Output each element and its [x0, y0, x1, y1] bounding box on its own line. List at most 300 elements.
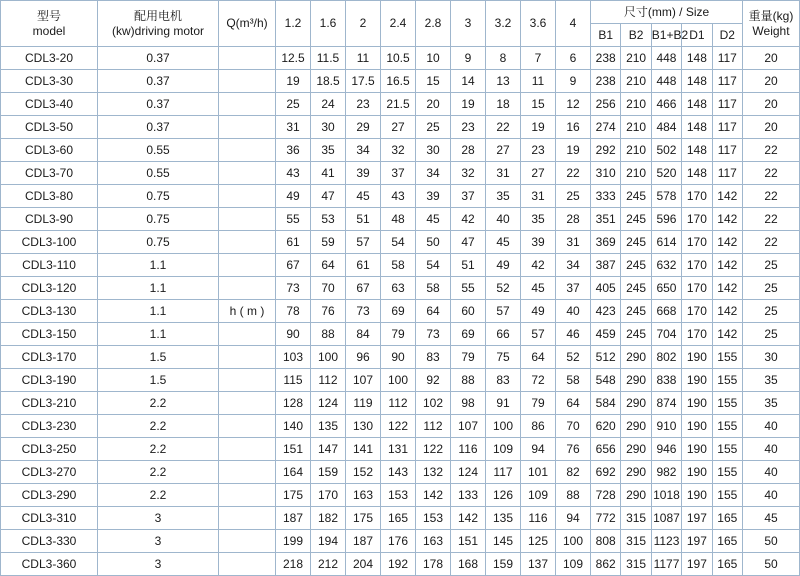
cell-size-value: 874 — [651, 392, 681, 415]
cell-size-value: 197 — [682, 507, 712, 530]
cell-head-value: 27 — [521, 162, 556, 185]
cell-size-value: 245 — [621, 300, 651, 323]
cell-model: CDL3-30 — [1, 70, 98, 93]
cell-head-value: 119 — [346, 392, 381, 415]
cell-size-value: 584 — [591, 392, 621, 415]
cell-size-value: 1123 — [651, 530, 681, 553]
cell-head-value: 128 — [276, 392, 311, 415]
cell-head-value: 51 — [346, 208, 381, 231]
cell-head-value: 41 — [311, 162, 346, 185]
cell-model: CDL3-70 — [1, 162, 98, 185]
cell-weight: 35 — [743, 392, 800, 415]
cell-head-value: 36 — [276, 139, 311, 162]
cell-head-value: 112 — [311, 369, 346, 392]
header-flow-8: 3.6 — [521, 1, 556, 47]
cell-head-value: 32 — [451, 162, 486, 185]
cell-head-value: 73 — [346, 300, 381, 323]
table-row — [1, 139, 800, 162]
cell-size-value: 448 — [651, 47, 681, 70]
header-size-group: 尺寸(mm) / Size — [591, 1, 743, 24]
cell-head-value: 57 — [521, 323, 556, 346]
cell-head-value: 19 — [276, 70, 311, 93]
cell-head-value: 103 — [276, 346, 311, 369]
cell-size-value: 333 — [591, 185, 621, 208]
cell-head-value: 7 — [521, 47, 556, 70]
cell-head-value: 100 — [556, 530, 591, 553]
cell-head-value: 140 — [276, 415, 311, 438]
cell-head-value: 151 — [276, 438, 311, 461]
cell-head-value: 59 — [311, 231, 346, 254]
cell-size-value: 165 — [712, 553, 742, 576]
cell-head-value: 55 — [451, 277, 486, 300]
header-flow-unit: Q(m³/h) — [219, 1, 276, 47]
cell-head-value: 30 — [311, 116, 346, 139]
cell-head-value: 142 — [416, 484, 451, 507]
header-flow-5: 2.8 — [416, 1, 451, 47]
cell-model: CDL3-360 — [1, 553, 98, 576]
cell-size-value: 520 — [651, 162, 681, 185]
cell-head-value: 91 — [486, 392, 521, 415]
cell-size-value: 315 — [621, 553, 651, 576]
header-flow-3: 2 — [346, 1, 381, 47]
cell-head-value: 37 — [451, 185, 486, 208]
cell-head-value: 199 — [276, 530, 311, 553]
cell-size-value: 190 — [682, 415, 712, 438]
cell-size-value: 369 — [591, 231, 621, 254]
cell-head-value: 55 — [276, 208, 311, 231]
cell-size-value: 290 — [621, 346, 651, 369]
table-row — [1, 553, 800, 576]
cell-weight: 30 — [743, 346, 800, 369]
cell-size-value: 692 — [591, 461, 621, 484]
cell-size-value: 170 — [682, 231, 712, 254]
cell-head-value: 45 — [521, 277, 556, 300]
table-row — [1, 47, 800, 70]
cell-head-value: 135 — [311, 415, 346, 438]
cell-head-unit-label — [219, 507, 276, 530]
header-motor-en: (kw)driving motor — [111, 23, 204, 38]
cell-size-value: 704 — [651, 323, 681, 346]
cell-head-value: 10 — [416, 47, 451, 70]
cell-head-value: 83 — [486, 369, 521, 392]
cell-motor-power: 2.2 — [98, 438, 219, 461]
cell-head-value: 159 — [486, 553, 521, 576]
cell-size-value: 165 — [712, 530, 742, 553]
cell-motor-power: 0.75 — [98, 185, 219, 208]
cell-size-value: 155 — [712, 392, 742, 415]
cell-head-value: 25 — [556, 185, 591, 208]
cell-head-value: 34 — [346, 139, 381, 162]
cell-head-value: 42 — [451, 208, 486, 231]
cell-weight: 20 — [743, 116, 800, 139]
cell-head-value: 29 — [346, 116, 381, 139]
cell-head-value: 79 — [451, 346, 486, 369]
cell-head-value: 49 — [276, 185, 311, 208]
cell-size-value: 117 — [712, 162, 742, 185]
cell-head-value: 23 — [451, 116, 486, 139]
table-header — [1, 1, 800, 47]
cell-head-value: 218 — [276, 553, 311, 576]
cell-head-value: 70 — [311, 277, 346, 300]
cell-head-value: 39 — [346, 162, 381, 185]
cell-head-value: 67 — [276, 254, 311, 277]
cell-head-value: 75 — [486, 346, 521, 369]
header-row-main — [1, 1, 800, 24]
cell-size-value: 1018 — [651, 484, 681, 507]
cell-head-value: 168 — [451, 553, 486, 576]
cell-head-unit-label — [219, 254, 276, 277]
cell-model: CDL3-50 — [1, 116, 98, 139]
cell-head-value: 57 — [486, 300, 521, 323]
cell-size-value: 197 — [682, 530, 712, 553]
cell-head-value: 11.5 — [311, 47, 346, 70]
cell-head-value: 178 — [416, 553, 451, 576]
cell-size-value: 668 — [651, 300, 681, 323]
cell-size-value: 387 — [591, 254, 621, 277]
cell-head-value: 133 — [451, 484, 486, 507]
cell-size-value: 148 — [682, 47, 712, 70]
cell-head-value: 28 — [451, 139, 486, 162]
cell-size-value: 423 — [591, 300, 621, 323]
cell-head-value: 47 — [311, 185, 346, 208]
cell-size-value: 148 — [682, 93, 712, 116]
cell-size-value: 548 — [591, 369, 621, 392]
header-flow-7: 3.2 — [486, 1, 521, 47]
cell-size-value: 190 — [682, 484, 712, 507]
cell-head-value: 73 — [416, 323, 451, 346]
cell-head-value: 40 — [486, 208, 521, 231]
cell-head-value: 47 — [451, 231, 486, 254]
table-row — [1, 507, 800, 530]
cell-head-unit-label — [219, 93, 276, 116]
cell-size-value: 614 — [651, 231, 681, 254]
cell-head-unit-label — [219, 530, 276, 553]
cell-head-value: 39 — [521, 231, 556, 254]
cell-head-value: 22 — [486, 116, 521, 139]
cell-head-value: 52 — [556, 346, 591, 369]
cell-size-value: 117 — [712, 93, 742, 116]
cell-weight: 25 — [743, 300, 800, 323]
cell-head-value: 115 — [276, 369, 311, 392]
cell-head-value: 143 — [381, 461, 416, 484]
cell-motor-power: 3 — [98, 507, 219, 530]
cell-head-unit-label — [219, 139, 276, 162]
cell-head-value: 32 — [381, 139, 416, 162]
cell-head-value: 112 — [416, 415, 451, 438]
cell-head-value: 107 — [346, 369, 381, 392]
cell-head-value: 27 — [486, 139, 521, 162]
cell-head-unit-label — [219, 415, 276, 438]
cell-size-value: 148 — [682, 70, 712, 93]
cell-size-value: 190 — [682, 346, 712, 369]
cell-size-value: 155 — [712, 415, 742, 438]
cell-head-value: 100 — [486, 415, 521, 438]
cell-head-value: 94 — [521, 438, 556, 461]
cell-head-unit-label — [219, 208, 276, 231]
cell-size-value: 155 — [712, 461, 742, 484]
cell-head-value: 61 — [346, 254, 381, 277]
cell-head-unit-label — [219, 277, 276, 300]
cell-weight: 50 — [743, 530, 800, 553]
cell-head-value: 16.5 — [381, 70, 416, 93]
cell-motor-power: 0.37 — [98, 116, 219, 139]
cell-head-value: 53 — [311, 208, 346, 231]
cell-head-value: 6 — [556, 47, 591, 70]
cell-size-value: 459 — [591, 323, 621, 346]
cell-head-value: 39 — [416, 185, 451, 208]
cell-size-value: 862 — [591, 553, 621, 576]
cell-head-value: 54 — [381, 231, 416, 254]
cell-model: CDL3-110 — [1, 254, 98, 277]
cell-weight: 40 — [743, 415, 800, 438]
cell-weight: 40 — [743, 461, 800, 484]
cell-size-value: 238 — [591, 70, 621, 93]
cell-weight: 50 — [743, 553, 800, 576]
cell-head-value: 66 — [486, 323, 521, 346]
cell-weight: 22 — [743, 208, 800, 231]
cell-size-value: 1087 — [651, 507, 681, 530]
cell-motor-power: 1.1 — [98, 277, 219, 300]
table-row — [1, 162, 800, 185]
cell-head-value: 90 — [381, 346, 416, 369]
cell-head-value: 45 — [486, 231, 521, 254]
cell-head-value: 153 — [381, 484, 416, 507]
cell-size-value: 148 — [682, 162, 712, 185]
cell-head-unit-label — [219, 185, 276, 208]
cell-head-value: 212 — [311, 553, 346, 576]
cell-head-value: 63 — [381, 277, 416, 300]
cell-head-value: 49 — [486, 254, 521, 277]
cell-size-value: 650 — [651, 277, 681, 300]
cell-head-value: 10.5 — [381, 47, 416, 70]
cell-size-value: 315 — [621, 530, 651, 553]
cell-motor-power: 3 — [98, 530, 219, 553]
table-row — [1, 369, 800, 392]
cell-size-value: 210 — [621, 70, 651, 93]
table-row — [1, 116, 800, 139]
cell-head-value: 18.5 — [311, 70, 346, 93]
cell-head-value: 117 — [486, 461, 521, 484]
cell-head-value: 96 — [346, 346, 381, 369]
cell-head-value: 21.5 — [381, 93, 416, 116]
cell-size-value: 155 — [712, 346, 742, 369]
cell-size-value: 808 — [591, 530, 621, 553]
cell-model: CDL3-190 — [1, 369, 98, 392]
header-motor — [98, 1, 219, 47]
cell-model: CDL3-60 — [1, 139, 98, 162]
cell-size-value: 148 — [682, 116, 712, 139]
cell-head-value: 19 — [451, 93, 486, 116]
cell-head-value: 13 — [486, 70, 521, 93]
cell-head-value: 76 — [311, 300, 346, 323]
cell-head-value: 145 — [486, 530, 521, 553]
table-row — [1, 70, 800, 93]
cell-head-value: 11 — [346, 47, 381, 70]
cell-motor-power: 0.75 — [98, 208, 219, 231]
cell-size-value: 190 — [682, 392, 712, 415]
cell-weight: 40 — [743, 438, 800, 461]
cell-size-value: 256 — [591, 93, 621, 116]
cell-head-value: 131 — [381, 438, 416, 461]
cell-head-value: 100 — [311, 346, 346, 369]
cell-head-value: 16 — [556, 116, 591, 139]
cell-model: CDL3-100 — [1, 231, 98, 254]
cell-head-value: 31 — [276, 116, 311, 139]
cell-head-value: 17.5 — [346, 70, 381, 93]
cell-weight: 25 — [743, 323, 800, 346]
cell-motor-power: 0.55 — [98, 139, 219, 162]
cell-head-value: 22 — [556, 162, 591, 185]
header-flow-9: 4 — [556, 1, 591, 47]
cell-size-value: 245 — [621, 254, 651, 277]
cell-motor-power: 1.1 — [98, 300, 219, 323]
cell-head-value: 82 — [556, 461, 591, 484]
table-row — [1, 323, 800, 346]
cell-size-value: 596 — [651, 208, 681, 231]
cell-head-value: 27 — [381, 116, 416, 139]
cell-head-value: 124 — [451, 461, 486, 484]
cell-size-value: 245 — [621, 185, 651, 208]
cell-size-value: 982 — [651, 461, 681, 484]
cell-size-value: 142 — [712, 323, 742, 346]
cell-head-value: 42 — [521, 254, 556, 277]
cell-size-value: 484 — [651, 116, 681, 139]
cell-size-value: 274 — [591, 116, 621, 139]
cell-model: CDL3-310 — [1, 507, 98, 530]
cell-size-value: 290 — [621, 484, 651, 507]
header-model — [1, 1, 98, 47]
header-model-cn: 型号 — [36, 8, 61, 23]
cell-head-value: 163 — [416, 530, 451, 553]
cell-head-value: 15 — [521, 93, 556, 116]
cell-size-value: 210 — [621, 162, 651, 185]
cell-head-value: 31 — [486, 162, 521, 185]
cell-head-unit-label — [219, 162, 276, 185]
cell-head-value: 64 — [416, 300, 451, 323]
cell-motor-power: 0.37 — [98, 93, 219, 116]
cell-head-value: 20 — [416, 93, 451, 116]
cell-head-value: 204 — [346, 553, 381, 576]
cell-size-value: 728 — [591, 484, 621, 507]
cell-head-value: 43 — [276, 162, 311, 185]
cell-head-value: 25 — [416, 116, 451, 139]
cell-head-value: 187 — [346, 530, 381, 553]
cell-head-unit-label — [219, 323, 276, 346]
header-size-b1b2: B1+B2 — [651, 24, 681, 47]
cell-head-value: 101 — [521, 461, 556, 484]
cell-size-value: 142 — [712, 208, 742, 231]
cell-motor-power: 0.55 — [98, 162, 219, 185]
cell-head-value: 30 — [416, 139, 451, 162]
cell-head-value: 35 — [486, 185, 521, 208]
cell-size-value: 838 — [651, 369, 681, 392]
cell-motor-power: 2.2 — [98, 392, 219, 415]
cell-weight: 20 — [743, 70, 800, 93]
table-row — [1, 93, 800, 116]
cell-head-value: 109 — [556, 553, 591, 576]
cell-head-value: 124 — [311, 392, 346, 415]
cell-head-value: 11 — [521, 70, 556, 93]
cell-size-value: 142 — [712, 185, 742, 208]
cell-size-value: 155 — [712, 484, 742, 507]
cell-motor-power: 2.2 — [98, 484, 219, 507]
cell-head-value: 109 — [521, 484, 556, 507]
cell-head-value: 76 — [556, 438, 591, 461]
cell-head-value: 176 — [381, 530, 416, 553]
cell-head-value: 58 — [381, 254, 416, 277]
cell-head-value: 164 — [276, 461, 311, 484]
cell-head-value: 46 — [556, 323, 591, 346]
cell-size-value: 290 — [621, 415, 651, 438]
cell-head-value: 24 — [311, 93, 346, 116]
cell-model: CDL3-270 — [1, 461, 98, 484]
cell-motor-power: 3 — [98, 553, 219, 576]
cell-head-value: 8 — [486, 47, 521, 70]
cell-model: CDL3-40 — [1, 93, 98, 116]
cell-size-value: 170 — [682, 254, 712, 277]
cell-head-value: 37 — [381, 162, 416, 185]
cell-head-value: 175 — [346, 507, 381, 530]
cell-model: CDL3-170 — [1, 346, 98, 369]
cell-size-value: 117 — [712, 47, 742, 70]
cell-size-value: 245 — [621, 208, 651, 231]
header-size-b1: B1 — [591, 24, 621, 47]
header-flow-6: 3 — [451, 1, 486, 47]
cell-size-value: 620 — [591, 415, 621, 438]
cell-size-value: 148 — [682, 139, 712, 162]
cell-size-value: 155 — [712, 369, 742, 392]
cell-weight: 25 — [743, 277, 800, 300]
cell-head-unit-label — [219, 116, 276, 139]
cell-head-value: 25 — [276, 93, 311, 116]
cell-head-value: 69 — [451, 323, 486, 346]
cell-weight: 40 — [743, 484, 800, 507]
table-row — [1, 208, 800, 231]
cell-size-value: 290 — [621, 461, 651, 484]
cell-head-value: 23 — [521, 139, 556, 162]
cell-size-value: 910 — [651, 415, 681, 438]
table-row — [1, 461, 800, 484]
cell-head-value: 73 — [276, 277, 311, 300]
cell-head-value: 151 — [451, 530, 486, 553]
cell-head-value: 31 — [556, 231, 591, 254]
cell-motor-power: 1.5 — [98, 346, 219, 369]
cell-size-value: 142 — [712, 231, 742, 254]
cell-size-value: 210 — [621, 116, 651, 139]
cell-size-value: 1177 — [651, 553, 681, 576]
cell-head-value: 9 — [451, 47, 486, 70]
cell-head-value: 15 — [416, 70, 451, 93]
cell-size-value: 117 — [712, 70, 742, 93]
cell-size-value: 448 — [651, 70, 681, 93]
table-row — [1, 254, 800, 277]
cell-weight: 25 — [743, 254, 800, 277]
cell-size-value: 315 — [621, 507, 651, 530]
cell-head-value: 43 — [381, 185, 416, 208]
cell-head-value: 35 — [311, 139, 346, 162]
cell-size-value: 210 — [621, 47, 651, 70]
cell-size-value: 290 — [621, 438, 651, 461]
cell-head-value: 88 — [311, 323, 346, 346]
cell-size-value: 155 — [712, 438, 742, 461]
cell-size-value: 117 — [712, 116, 742, 139]
cell-size-value: 578 — [651, 185, 681, 208]
cell-head-unit-label — [219, 346, 276, 369]
cell-head-value: 86 — [521, 415, 556, 438]
cell-head-value: 122 — [381, 415, 416, 438]
cell-head-unit-label — [219, 231, 276, 254]
cell-size-value: 197 — [682, 553, 712, 576]
